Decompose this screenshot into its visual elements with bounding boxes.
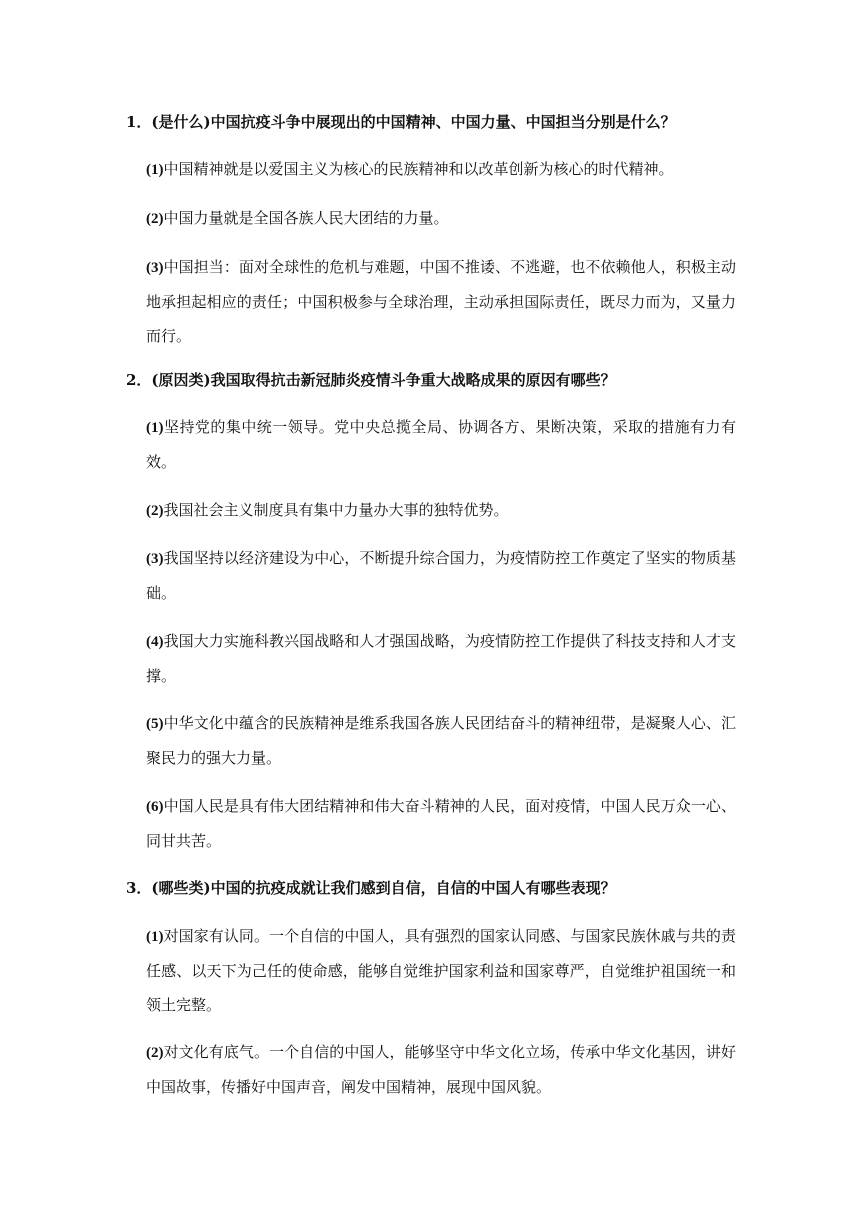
answer-number: (2) [146, 1045, 164, 1061]
question-1: 1．(是什么)中国抗疫斗争中展现出的中国精神、中国力量、中国担当分别是什么？ [126, 113, 676, 131]
question-3: 3．(哪些类)中国的抗疫成就让我们感到自信，自信的中国人有哪些表现？ [126, 879, 616, 897]
answer-3-2 [146, 1035, 736, 1104]
answer-text: 中华文化中蕴含的民族精神是维系我国各族人民团结奋斗的精神纽带，是凝聚人心、汇聚民力的强大力量。 [146, 714, 736, 767]
answer-text: 我国社会主义制度具有集中力量办大事的独特优势。 [163, 501, 509, 519]
answer-3-1 [146, 919, 736, 1022]
answer-text: 我国坚持以经济建设为中心，不断提升综合国力，为疫情防控工作奠定了坚实的物质基础。 [146, 549, 736, 602]
answer-number: (1) [146, 929, 164, 945]
answer-text: 中国力量就是全国各族人民大团结的力量。 [163, 209, 449, 227]
answer-2-6 [146, 789, 736, 858]
answer-2-2 [146, 493, 736, 528]
answer-text: 对国家有认同。一个自信的中国人，具有强烈的国家认同感、与国家民族休戚与共的责任感、以天下为己任的使命感，能够自觉维护国家利益和国家尊严，自觉维护祖国统一和领土完整。 [146, 927, 736, 1014]
answer-2-4 [146, 624, 736, 693]
answer-number: (1) [146, 420, 164, 436]
answer-1-1 [146, 152, 736, 187]
answer-text: 中国人民是具有伟大团结精神和伟大奋斗精神的人民，面对疫情，中国人民万众一心、同甘共苦。 [146, 797, 736, 850]
question-2: 2．(原因类)我国取得抗击新冠肺炎疫情斗争重大战略成果的原因有哪些？ [126, 371, 616, 389]
answer-text: 中国担当：面对全球性的危机与难题，中国不推诿、不逃避，也不依赖他人，积极主动地承担起相应的责任；中国积极参与全球治理，主动承担国际责任，既尽力而为，又量力而行。 [146, 258, 736, 345]
answer-text: 我国大力实施科教兴国战略和人才强国战略，为疫情防控工作提供了科技支持和人才支撑。 [146, 632, 736, 685]
answer-1-2 [146, 201, 736, 236]
answer-number: (6) [146, 799, 164, 815]
answer-2-5 [146, 706, 736, 775]
answer-1-3 [146, 250, 736, 353]
answer-number: (5) [146, 716, 164, 732]
answer-2-3 [146, 541, 736, 610]
answer-number: (2) [146, 211, 164, 227]
answer-number: (1) [146, 162, 164, 178]
answer-number: (3) [146, 260, 164, 276]
answer-text: 中国精神就是以爱国主义为核心的民族精神和以改革创新为核心的时代精神。 [163, 160, 674, 178]
answer-number: (2) [146, 503, 164, 519]
answer-number: (4) [146, 634, 164, 650]
answer-text: 坚持党的集中统一领导。党中央总揽全局、协调各方、果断决策，采取的措施有力有效。 [146, 418, 736, 471]
answer-number: (3) [146, 551, 164, 567]
answer-2-1 [146, 410, 736, 479]
answer-text: 对文化有底气。一个自信的中国人，能够坚守中华文化立场，传承中华文化基因，讲好中国故事，传播好中国声音，阐发中国精神，展现中国风貌。 [146, 1043, 736, 1096]
